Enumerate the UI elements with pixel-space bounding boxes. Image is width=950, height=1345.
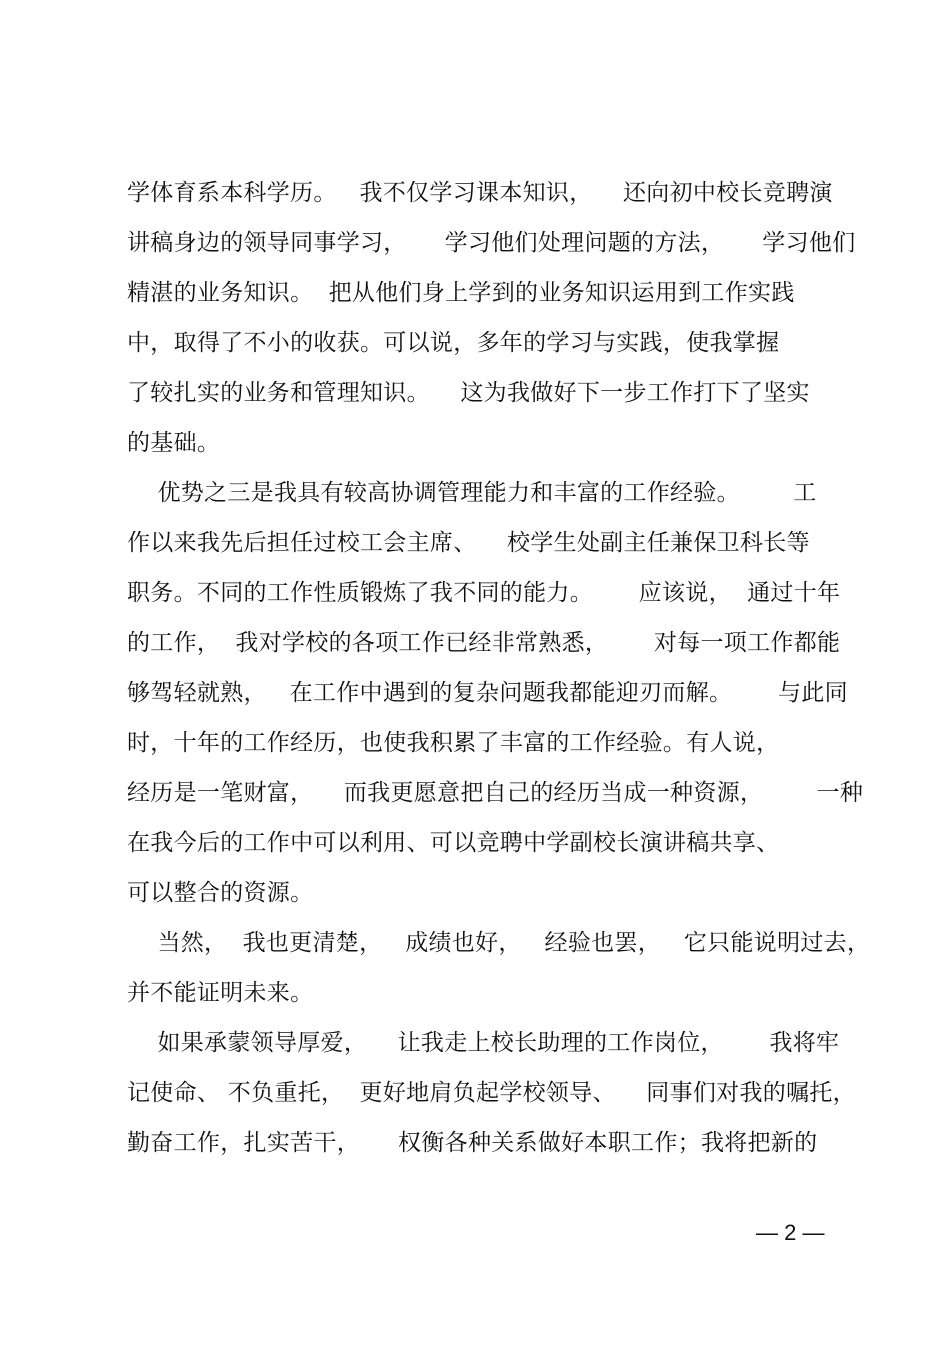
text-line: 的基础。 xyxy=(127,430,221,456)
text-line: 优势之三是我具有较高协调管理能力和丰富的工作经验。 工 xyxy=(127,480,817,506)
text-line: 记使命、 不负重托， 更好地肩负起学校领导、 同事们对我的嘱托， xyxy=(127,1080,856,1106)
text-line: 并不能证明未来。 xyxy=(127,980,314,1006)
text-line: 当然， 我也更清楚， 成绩也好， 经验也罢， 它只能说明过去， xyxy=(127,930,871,956)
text-line: 职务。不同的工作性质锻炼了我不同的能力。 应该说， 通过十年 xyxy=(127,580,841,606)
text-line: 讲稿身边的领导同事学习， 学习他们处理问题的方法， 学习他们 xyxy=(127,230,856,256)
text-line: 够驾轻就熟， 在工作中遇到的复杂问题我都能迎刃而解。 与此同 xyxy=(127,680,848,706)
text-line: 勤奋工作，扎实苦干， 权衡各种关系做好本职工作；我将把新的 xyxy=(127,1130,818,1156)
text-line: 在我今后的工作中可以利用、可以竞聘中学副校长演讲稿共享、 xyxy=(127,830,780,856)
text-line: 经历是一笔财富， 而我更愿意把自己的经历当成一种资源， 一种 xyxy=(127,780,864,806)
text-line: 中，取得了不小的收获。可以说，多年的学习与实践，使我掌握 xyxy=(127,330,780,356)
text-line: 时，十年的工作经历，也使我积累了丰富的工作经验。有人说， xyxy=(127,730,780,756)
text-line: 精湛的业务知识。 把从他们身上学到的业务知识运用到工作实践 xyxy=(127,280,795,306)
text-line: 作以来我先后担任过校工会主席、 校学生处副主任兼保卫科长等 xyxy=(127,530,810,556)
text-line: 了较扎实的业务和管理知识。 这为我做好下一步工作打下了坚实 xyxy=(127,380,810,406)
text-line: 如果承蒙领导厚爱， 让我走上校长助理的工作岗位， 我将牢 xyxy=(127,1030,840,1056)
text-line: 学体育系本科学历。 我不仅学习课本知识， 还向初中校长竞聘演 xyxy=(127,180,833,206)
text-line: 可以整合的资源。 xyxy=(127,880,314,906)
page-number: — 2 — xyxy=(756,1220,825,1245)
text-line: 的工作， 我对学校的各项工作已经非常熟悉， 对每一项工作都能 xyxy=(127,630,841,656)
